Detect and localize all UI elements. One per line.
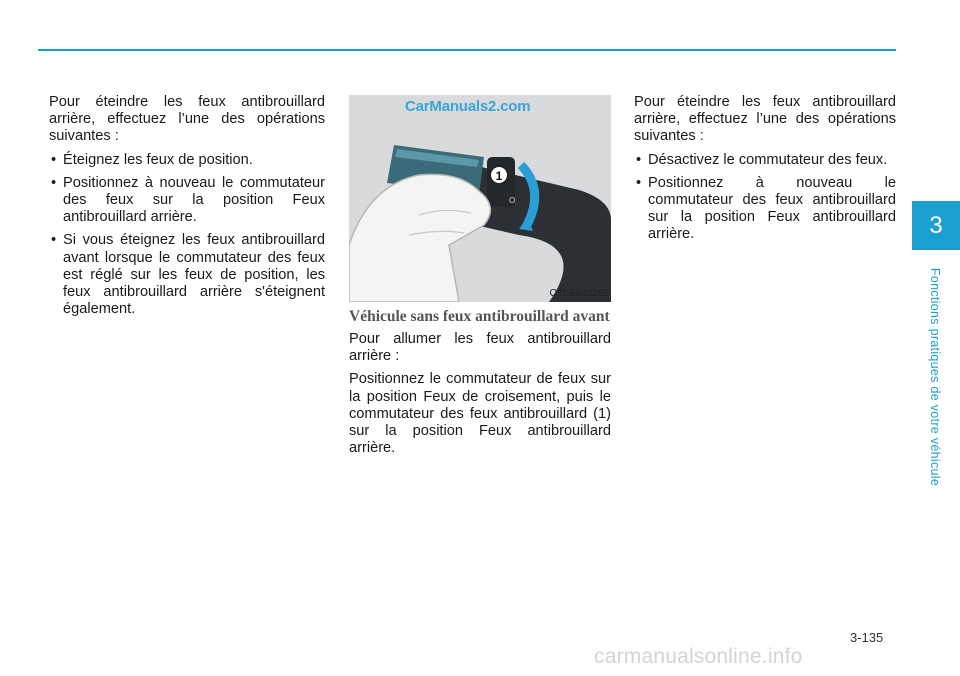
paragraph: Positionnez le commutateur de feux sur la position Feux de croisement, puis le commutateur des feux antibrouillard (1) sur la position Feux antibrouillard arrière. bbox=[349, 371, 611, 457]
footer-watermark: carmanualsonline.info bbox=[594, 645, 803, 668]
callout-number: 1 bbox=[495, 169, 503, 183]
figure-light-switch bbox=[349, 95, 611, 302]
section-subheading: Véhicule sans feux antibrouillard avant bbox=[349, 308, 610, 325]
chapter-title-text: Fonctions pratiques de votre véhicule bbox=[928, 267, 942, 487]
header-rule bbox=[38, 49, 896, 51]
paragraph: Pour allumer les feux antibrouillard arrière : bbox=[349, 331, 611, 365]
figure-code: OTLE045285 bbox=[549, 288, 609, 299]
list-item: • Positionnez à nouveau le commutateur des feux sur la position Feux antibrouillard arrière. bbox=[49, 175, 325, 227]
column-middle bbox=[349, 308, 611, 463]
bullet-list bbox=[49, 152, 325, 319]
chapter-number-tab: 3 bbox=[912, 201, 960, 250]
bullet-list bbox=[634, 152, 896, 244]
column-right bbox=[634, 94, 896, 250]
column-left bbox=[49, 94, 325, 324]
intro-paragraph: Pour éteindre les feux antibrouillard arrière, effectuez l’une des opérations suivantes : bbox=[634, 94, 896, 145]
list-item: • Positionnez à nouveau le commutateur des feux antibrouillard sur la position Feux antibrouillard arrière. bbox=[634, 175, 896, 244]
intro-paragraph: Pour éteindre les feux antibrouillard arrière, effectuez l’une des opérations suivantes : bbox=[49, 94, 325, 145]
switch-label-off: O bbox=[509, 196, 516, 205]
list-item: • Désactivez le commutateur des feux. bbox=[634, 152, 896, 169]
figure-watermark: CarManuals2.com bbox=[405, 98, 531, 115]
page-number: 3-135 bbox=[850, 630, 884, 645]
list-item: • Si vous éteignez les feux antibrouillard avant lorsque le commutateur des feux est réglé sur les feux de position, les feux antibrouillard arrière s'éteignent également. bbox=[49, 232, 325, 318]
list-item: • Éteignez les feux de position. bbox=[49, 152, 325, 169]
light-switch-illustration bbox=[349, 95, 611, 302]
